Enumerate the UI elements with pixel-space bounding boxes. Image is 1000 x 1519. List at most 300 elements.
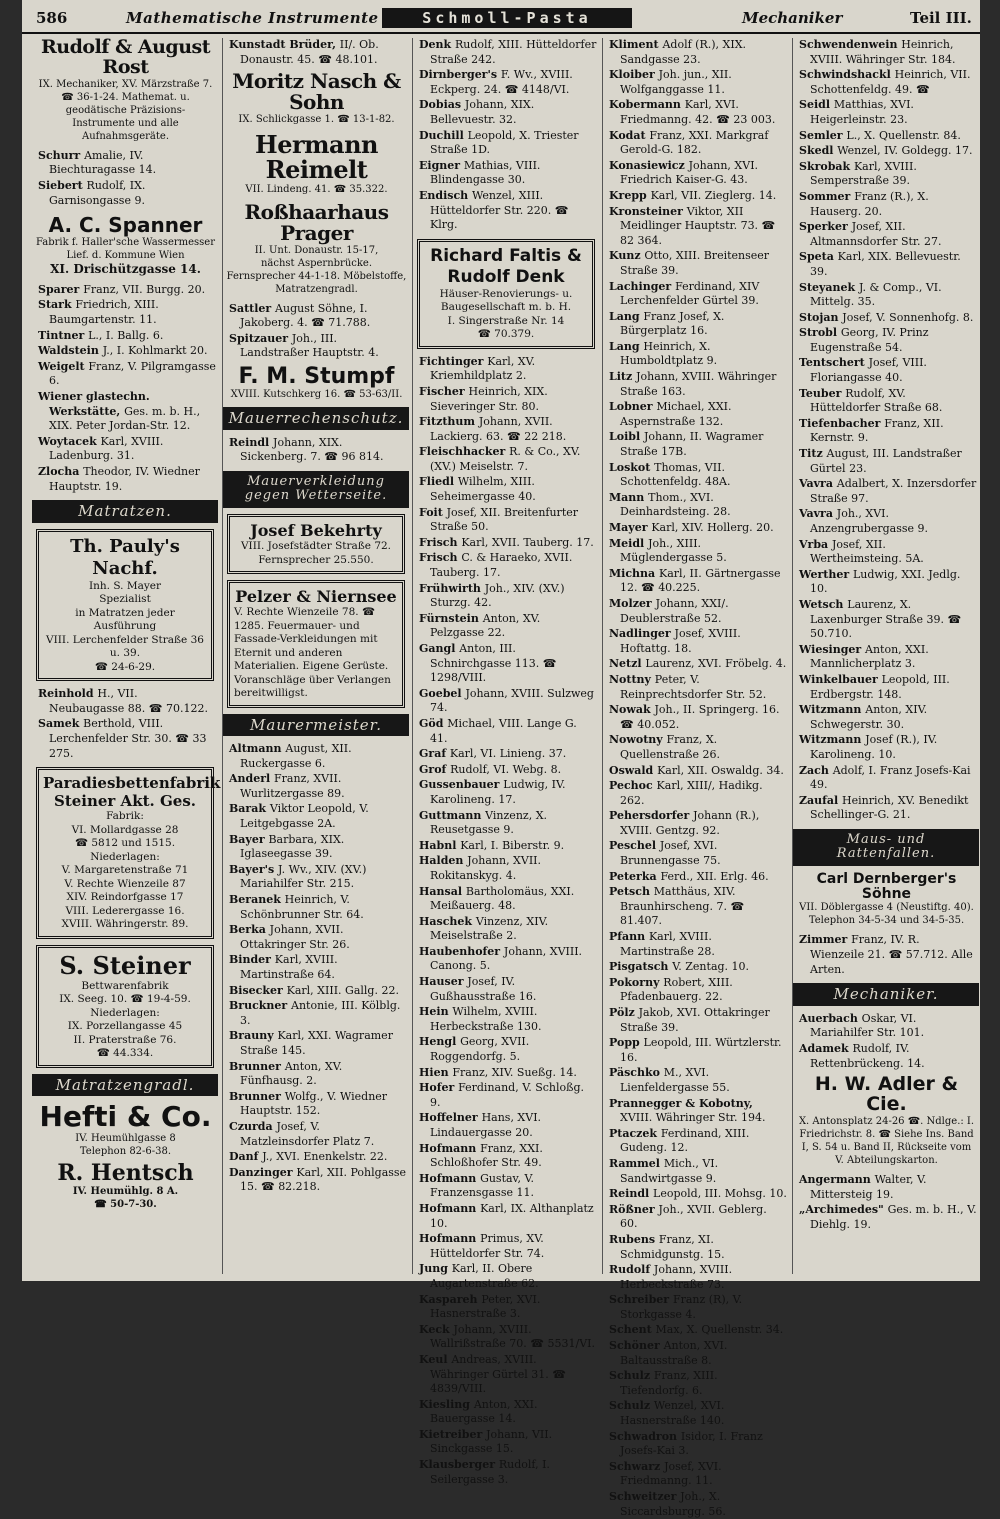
entry-details: J. & Comp., VI. Mittelg. 35. (810, 280, 942, 309)
directory-entry (606, 1460, 787, 1489)
entry-name: Schwadron (609, 1429, 681, 1443)
directory-entry (606, 205, 787, 249)
directory-entry (416, 1262, 597, 1291)
entry-name: Pehersdorfer (609, 809, 694, 823)
entry-details: Ferdinand, XIV Lerchenfelder Gürtel 39. (620, 279, 760, 308)
directory-entry (416, 189, 597, 233)
entry-details: Johann, VII. Sinckgasse 15. (430, 1427, 553, 1456)
entry-details: Wenzel, XIII. Hütteldorfer Str. 220. ☎ Klrg. (430, 188, 569, 232)
directory-entry (416, 98, 597, 127)
entry-details: Rudolf, IX. Garnisongasse 9. (49, 179, 146, 207)
entry-name: Skedl (799, 144, 838, 158)
directory-entry (226, 742, 407, 771)
ad-line: V. Rechte Wienzeile 87 (64, 877, 186, 890)
directory-entry (796, 794, 977, 823)
directory-entry (416, 975, 597, 1004)
entry-details: Karl, XVII. Tauberg. 17. (461, 535, 594, 549)
entry-name: Auerbach (799, 1011, 862, 1025)
entry-name: Keul (419, 1352, 452, 1366)
section-banner: Mauerverkleidung gegen Wetterseite. (223, 471, 409, 508)
entry-details: Joh., II. Springerg. 16. ☎ 40.052. (620, 703, 780, 731)
entry-details: Karl, XV. Kriemhildplatz 2. (430, 354, 536, 383)
entry-details: R. & Co., XV. (XV.) Meiselstr. 7. (430, 445, 581, 473)
directory-entry (606, 839, 787, 868)
directory-entry (416, 1353, 597, 1397)
entry-details: Franz, IV. R. Wienzeile 21. ☎ 57.712. Alle Arten. (810, 933, 973, 976)
page-header (22, 6, 980, 34)
ad-title: Roßhaarhaus Prager (244, 199, 389, 245)
ad-line: I. Singerstraße Nr. 14 (447, 314, 565, 327)
entry-name: Peschel (609, 839, 660, 853)
directory-entry (606, 1157, 787, 1186)
entry-name: Haubenhofer (419, 944, 504, 958)
entry-name: Hengl (419, 1035, 461, 1049)
entry-name: Schweitzer (609, 1490, 681, 1503)
ad-line: ☎ 44.334. (96, 1047, 154, 1060)
entry-details: Karl, XXI. Wagramer Straße 145. (240, 1029, 393, 1057)
ad-box-title: Josef Bekehrty (250, 521, 382, 540)
entry-details: Laurenz, XVI. Fröbelg. 4. (645, 657, 787, 671)
directory-entry (606, 1187, 787, 1202)
directory-entry (416, 38, 597, 67)
directory-entry (226, 923, 407, 952)
ad-title: Moritz Nasch & Sohn (232, 69, 401, 115)
directory-entry (796, 447, 977, 476)
entry-name: Päschko (609, 1066, 664, 1080)
directory-entry (416, 885, 597, 914)
directory-entry (35, 298, 216, 327)
directory-entry (226, 772, 407, 801)
entry-name: Pölz (609, 1006, 639, 1019)
directory-entry (606, 189, 787, 204)
directory-entry (796, 38, 977, 67)
directory-entry (416, 1323, 597, 1352)
entry-details: Vinzenz, X. Reusetgasse 9. (430, 808, 548, 837)
entry-name: Hein (419, 1005, 453, 1019)
entry-details: Barbara, XIX. Iglaseegasse 39. (240, 832, 345, 861)
directory-entry (226, 893, 407, 922)
ad-box-title: S. Steiner (59, 950, 191, 980)
entry-name: Samek (38, 717, 84, 731)
directory-entry (796, 933, 977, 977)
directory-entry (226, 953, 407, 982)
ad-box-lines (424, 288, 588, 342)
section-banner: Maus- und Rattenfallen. (793, 829, 979, 866)
entry-name: Endisch (419, 188, 472, 202)
directory-entry (35, 283, 216, 298)
directory-entry (606, 1066, 787, 1095)
entry-list (223, 302, 409, 361)
entry-name: Kodat (609, 128, 650, 142)
entry-name: Bruckner (229, 999, 292, 1013)
entry-name: Hofmann (419, 1201, 481, 1215)
entry-details: Franz, XI. Schmidgunstg. 15. (620, 1232, 725, 1261)
directory-entry (416, 1428, 597, 1457)
ad-text: VII. Döblergasse 4 (Neustiftg. 40). Telephon 34-5-34 und 34-5-35. (799, 902, 974, 927)
entry-name: Brauny (229, 1029, 278, 1043)
entry-name: Czurda (229, 1119, 277, 1133)
directory-entry (35, 435, 216, 464)
entry-details: Thom., XVI. Deinhardsteing. 28. (620, 490, 731, 519)
entry-name: Wiener glastechn. Werkstätte, (38, 390, 150, 418)
directory-entry (606, 1323, 787, 1338)
entry-details: Adalbert, X. Inzersdorfer Straße 97. (810, 477, 977, 505)
entry-details: Anton, XV. Pelzgasse 22. (430, 611, 541, 640)
directory-entry (606, 400, 787, 429)
directory-entry (606, 960, 787, 975)
entry-name: Fitzthum (419, 415, 479, 429)
directory-entry (606, 430, 787, 459)
entry-details: Rudolf, I. Seilergasse 3. (430, 1458, 550, 1486)
directory-entry (606, 885, 787, 929)
entry-name: Winkelbauer (799, 672, 882, 686)
directory-entry (416, 506, 597, 535)
entry-name: Frisch (419, 535, 462, 549)
entry-name: Teuber (799, 386, 846, 400)
entry-details: Peter, XVI. Hasnerstraße 3. (430, 1292, 541, 1321)
ad-title: Hefti & Co. (39, 1100, 212, 1134)
ad-line: Fernsprecher 25.550. (258, 553, 374, 566)
entry-name: Vrba (799, 537, 832, 551)
entry-details: Leopold, X. Triester Straße 1D. (430, 128, 579, 157)
directory-entry (606, 1490, 787, 1519)
directory-entry (796, 326, 977, 355)
entry-name: Eigner (419, 158, 464, 172)
entry-name: Halden (419, 854, 468, 868)
entry-list (603, 38, 789, 1519)
entry-name: Rudolf (609, 1263, 654, 1277)
ad-line: Niederlagen: (90, 850, 160, 863)
column-4 (602, 38, 789, 1518)
entry-name: Jung (419, 1262, 452, 1276)
entry-name: Pisgatsch (609, 960, 673, 974)
ad-line: in Matratzen jeder Ausführung (75, 606, 175, 633)
entry-details: Jakob, XVI. Ottakringer Straße 39. (620, 1006, 770, 1034)
entry-details: Karl, VI. Linieng. 37. (449, 747, 567, 761)
entry-details: Ges. m. b. H., V. Diehlg. 19. (810, 1203, 977, 1231)
entry-name: Semler (799, 128, 847, 142)
ad-line: Fabrik: (106, 810, 144, 823)
entry-name: Kiesling (419, 1397, 474, 1411)
entry-details: Gustav, V. Franzensgasse 11. (430, 1171, 534, 1200)
entry-list (793, 1173, 979, 1232)
entry-name: Berka (229, 923, 270, 937)
ad-title: Carl Dernberger's Söhne (816, 871, 957, 902)
entry-name: Danf (229, 1150, 263, 1164)
directory-entry (606, 310, 787, 339)
directory-entry (796, 643, 977, 672)
ad-title: H. W. Adler & Cie. (814, 1073, 959, 1116)
entry-details: Josef, XVI. Friedmanng. 11. (620, 1459, 722, 1488)
entry-name: Angermann (799, 1173, 875, 1187)
directory-entry (606, 521, 787, 536)
directory-entry (606, 461, 787, 490)
entry-details: Anton, XXI. Mannlicherplatz 3. (810, 642, 929, 671)
directory-entry (416, 1172, 597, 1201)
entry-details: Anton, XV. Fünfhausg. 2. (240, 1059, 343, 1088)
entry-name: Habnl (419, 838, 461, 852)
directory-entry (796, 356, 977, 385)
directory-entry (416, 642, 597, 686)
entry-name: Nottny (609, 672, 655, 686)
ad-line: Telephon 82-6-38. (79, 1145, 172, 1157)
entry-name: Zimmer (799, 933, 852, 947)
entry-list (413, 355, 599, 1488)
ad-box (227, 580, 405, 708)
ad-text: IX. Mechaniker, XV. Märzstraße 7. ☎ 36-1-24. Mathemat. u. geodätische Präzisions-Instrumente und alle Aufnahmsgeräte. (38, 78, 213, 142)
entry-name: Rammel (609, 1156, 664, 1170)
entry-details: Heinrich, V. Schönbrunner Str. 64. (240, 893, 364, 921)
ad-line: V. Margaretenstraße 71 (61, 864, 189, 877)
entry-name: Reindl (229, 435, 274, 449)
directory-entry (796, 477, 977, 506)
entry-name: Popp (609, 1036, 644, 1050)
entry-details: Leopold, III. Würtzlerstr. 16. (620, 1036, 782, 1064)
ad-box (227, 514, 405, 574)
entry-details: Josef, VIII. Floriangasse 40. (810, 356, 927, 385)
entry-details: Anton, III. Schnirchgasse 113. ☎ 1298/VIII. (430, 642, 557, 685)
entry-details: Karl, XIX. Bellevuestr. 39. (810, 250, 961, 278)
directory-entry (796, 311, 977, 326)
ad-line: IX. Porzellangasse 45 (67, 1020, 183, 1033)
entry-details: Leopold, III. Mohsg. 10. (653, 1187, 787, 1201)
entry-details: Johann, XIX. Sickenberg. 7. ☎ 96 814. (240, 435, 384, 464)
entry-name: Kunstadt Brüder, (229, 38, 340, 51)
entry-details: Karl, XVIII. Martinstraße 64. (240, 953, 338, 981)
directory-entry (606, 68, 787, 97)
entry-name: Guttmann (419, 808, 486, 822)
directory-entry (416, 1081, 597, 1110)
entry-name: Strobl (799, 326, 841, 340)
entry-details: Joh., XIV. (XV.) Sturzg. 42. (430, 581, 565, 610)
entry-details: Franz (R), V. Storkgasse 4. (620, 1293, 743, 1321)
entry-name: Danzinger (229, 1165, 297, 1179)
directory-entry (416, 915, 597, 944)
entry-details: Ferdinand, XIII. Gudeng. 12. (620, 1126, 750, 1155)
ad-box-title: Pelzer & Niernsee (235, 587, 397, 606)
ad-box-lines (43, 980, 207, 1061)
entry-details: Robert, XIII. Pfadenbauerg. 22. (620, 975, 733, 1004)
entry-details: Vinzenz, XIV. Meiselstraße 2. (430, 914, 549, 943)
directory-entry (796, 387, 977, 416)
ad-text: XVIII. Kutschkerg 16. ☎ 53-63/II. (230, 389, 403, 401)
ad-address: XI. Drischützgasse 14. (50, 262, 201, 277)
entry-name: Weigelt (38, 359, 89, 373)
entry-details: Matthäus, XIV. Braunhirscheng. 7. ☎ 81.407. (620, 885, 745, 928)
entry-name: Barak (229, 802, 270, 816)
entry-name: Foit (419, 505, 447, 519)
entry-details: Karl, XVIII. Martinstraße 28. (620, 930, 715, 958)
directory-entry (796, 568, 977, 597)
entry-name: Haschek (419, 914, 476, 928)
entry-list (793, 933, 979, 977)
entry-name: Hien (419, 1065, 453, 1079)
entry-details: Georg, XVII. Roggendorfg. 5. (430, 1035, 530, 1064)
entry-list (223, 436, 409, 465)
ad-box-lines (43, 580, 207, 675)
directory-entry (606, 976, 787, 1005)
directory-entry (416, 445, 597, 474)
entry-details: Wenzel, IV. Goldegg. 17. (837, 144, 973, 158)
entry-details: Franz, X. Quellenstraße 26. (620, 733, 720, 761)
entry-details: Karl, II. Obere Augartenstraße 62. (430, 1262, 539, 1290)
entry-name: Schent (609, 1323, 656, 1337)
directory-entry (416, 129, 597, 158)
ad-box-lines (234, 606, 398, 701)
directory-entry (796, 1173, 977, 1202)
entry-name: Stojan (799, 310, 843, 324)
directory-entry (796, 733, 977, 762)
entry-details: Karl, XVI. Friedmanng. 42. ☎ 23 003. (620, 98, 776, 126)
directory-entry (35, 179, 216, 208)
directory-entry (796, 129, 977, 144)
directory-entry (416, 1293, 597, 1322)
entry-details: Anton, XXI. Bauergasse 14. (430, 1397, 538, 1426)
directory-entry (606, 567, 787, 596)
entry-name: Nowotny (609, 733, 667, 747)
entry-details: Heinrich, XV. Benedikt Schellinger-G. 21. (810, 793, 969, 822)
entry-details: Karl, XIII/, Hadikg. 262. (620, 779, 763, 807)
ad-line: IX. Seeg. 10. ☎ 19-4-59. (59, 993, 191, 1006)
entry-details: Joh., X. Siccardsburgg. 56. (620, 1490, 726, 1518)
entry-name: Schwindshackl (799, 68, 895, 82)
entry-details: M., XVI. Lienfeldergasse 55. (620, 1066, 730, 1094)
entry-name: Brunner (229, 1089, 285, 1103)
entry-details: Franz, XII. Kernstr. 9. (810, 416, 944, 445)
directory-entry (606, 1036, 787, 1065)
entry-name: Mann (609, 490, 649, 504)
entry-details: Karl, I. Biberstr. 9. (460, 838, 565, 852)
entry-name: Tiefenbacher (799, 416, 885, 430)
column-5 (792, 38, 979, 1274)
entry-details: Karl, XIII. Gallg. 22. (286, 983, 399, 997)
entry-details: Karl, VII. Zieglerg. 14. (650, 188, 777, 202)
entry-details: Joh., III. Landstraßer Hauptstr. 4. (240, 331, 379, 360)
entry-details: Johann, XVIII. Sulzweg 74. (430, 686, 594, 715)
entry-name: Fleischhacker (419, 445, 510, 459)
entry-details: Ferd., XII. Erlg. 46. (660, 869, 769, 883)
entry-details: Joh., XVII. Geblerg. 60. (620, 1202, 767, 1231)
ad-box-title: Th. Pauly's Nachf. (70, 535, 180, 579)
entry-details: Josef, V. Matzleinsdorfer Platz 7. (240, 1119, 375, 1148)
entry-name: Werther (799, 567, 853, 581)
ad-title: R. Hentsch (57, 1159, 194, 1186)
entry-name: Kietreiber (419, 1427, 487, 1441)
entry-details: Thomas, VII. Schottenfeldg. 48A. (620, 460, 731, 489)
entry-details: Rudolf, XIII. Hütteldorfer Straße 242. (430, 38, 597, 66)
entry-details: Ferdinand, V. Schloßg. 9. (430, 1081, 585, 1109)
entry-name: Gussenbauer (419, 778, 504, 792)
directory-entry (796, 764, 977, 793)
directory-entry (416, 1066, 597, 1081)
directory-entry (416, 1035, 597, 1064)
entry-name: Grof (419, 762, 451, 776)
directory-entry (606, 930, 787, 959)
directory-entry (796, 598, 977, 642)
header-ad-banner: Schmoll-Pasta (382, 8, 632, 28)
entry-name: Lobner (609, 400, 657, 414)
entry-details: Franz, VII. Burgg. 20. (83, 282, 206, 296)
entry-details: Johann, XVII. Rokitanskyg. 4. (430, 854, 542, 882)
entry-details: Franz, XIV. Sueßg. 14. (452, 1065, 577, 1079)
directory-entry (35, 344, 216, 359)
entry-name: Bayer (229, 832, 269, 846)
directory-entry (226, 802, 407, 831)
entry-details: Wilhelm, XVIII. Herbeckstraße 130. (430, 1005, 542, 1033)
entry-details: Ludwig, IV. Karolineng. 17. (430, 778, 566, 806)
entry-name: Pfann (609, 930, 649, 944)
ad-box (36, 767, 221, 939)
ad-box-lines (43, 810, 207, 932)
entry-name: Schreiber (609, 1293, 673, 1307)
entry-details: Peter, V. Reinprechtsdorfer Str. 52. (620, 672, 767, 701)
directory-entry (35, 687, 216, 716)
entry-details: H., VII. Neubaugasse 88. ☎ 70.122. (49, 687, 208, 715)
entry-name: Lachinger (609, 279, 676, 293)
section-banner: Matratzengradl. (32, 1074, 218, 1097)
entry-name: Tintner (38, 328, 89, 342)
entry-details: Josef (R.), IV. Karolineng. 10. (810, 733, 938, 761)
entry-list (32, 687, 218, 761)
entry-name: Fichtinger (419, 354, 488, 368)
directory-entry (606, 779, 787, 808)
entry-name: Schwarz (609, 1459, 665, 1473)
entry-details: August, XII. Ruckergasse 6. (240, 742, 352, 770)
directory-entry (606, 38, 787, 67)
ad-line: VI. Mollardgasse 28 (71, 823, 179, 836)
entry-details: Michael, XXI. Aspernstraße 132. (620, 400, 732, 428)
entry-name: Wiesinger (799, 642, 866, 656)
entry-details: XVIII. Währinger Str. 194. (620, 1111, 766, 1125)
entry-details: Karl, XIV. Hollerg. 20. (651, 521, 774, 534)
entry-details: Mich., VI. Sandwirtgasse 9. (620, 1156, 719, 1185)
ad-text: IX. Schlickgasse 1. ☎ 13-1-82. (238, 114, 395, 126)
entry-name: Kaspareh (419, 1292, 482, 1306)
directory-entry (796, 250, 977, 279)
ad-line: II. Unt. Donaustr. 15-17, (254, 244, 379, 256)
section-title-right: Mechaniker (742, 9, 843, 27)
entry-name: Rößner (609, 1202, 659, 1216)
entry-details: Heinrich, X. Humboldtplatz 9. (620, 339, 718, 368)
entry-name: Anderl (229, 772, 275, 786)
ad-lines (32, 1185, 218, 1211)
entry-name: Zaufal (799, 793, 843, 807)
entry-name: Frühwirth (419, 581, 485, 595)
entry-details: Andreas, XVIII. Währinger Gürtel 31. ☎ 4839/VIII. (430, 1352, 566, 1396)
entry-name: Skrobak (799, 159, 854, 173)
ad-line: Bettwarenfabrik (81, 979, 169, 992)
entry-name: Waldstein (38, 344, 103, 358)
entry-details: Johann, XVII. Lackierg. 63. ☎ 22 218. (430, 415, 567, 443)
ad-line: Häuser-Renovierungs- u. Baugesellschaft m. b. H. (439, 287, 573, 314)
directory-entry (606, 1430, 787, 1459)
entry-details: Max, X. Quellenstr. 34. (655, 1323, 784, 1337)
ad-line: V. Rechte Wienzeile 78. ☎ 1285. Feuermauer- und Fassade-Verkleidungen mit Eternit und anderen Materialien. Eigene Gerüste. Voranschläge über Verlangen bereitwilligst. (234, 606, 391, 699)
entry-details: Johann, XVIII. Herbeckstraße 73. (620, 1263, 733, 1291)
entry-name: Hofmann (419, 1232, 481, 1246)
ad-line: IV. Heumühlgasse 8 (75, 1132, 176, 1144)
entry-details: Joh., XVI. Anzengrubergasse 9. (810, 507, 929, 535)
entry-list (793, 38, 979, 823)
part-label: Teil III. (910, 9, 972, 27)
entry-details: Heinrich, VII. Schottenfeldg. 49. ☎ (810, 68, 971, 96)
ad-box (36, 529, 214, 682)
directory-entry (606, 1399, 787, 1428)
directory-entry (796, 144, 977, 159)
entry-details: Amalie, IV. Biechturagasse 14. (49, 148, 157, 177)
entry-name: Hofmann (419, 1141, 481, 1155)
entry-details: II/. Ob. Donaustr. 45. ☎ 48.101. (240, 38, 379, 66)
